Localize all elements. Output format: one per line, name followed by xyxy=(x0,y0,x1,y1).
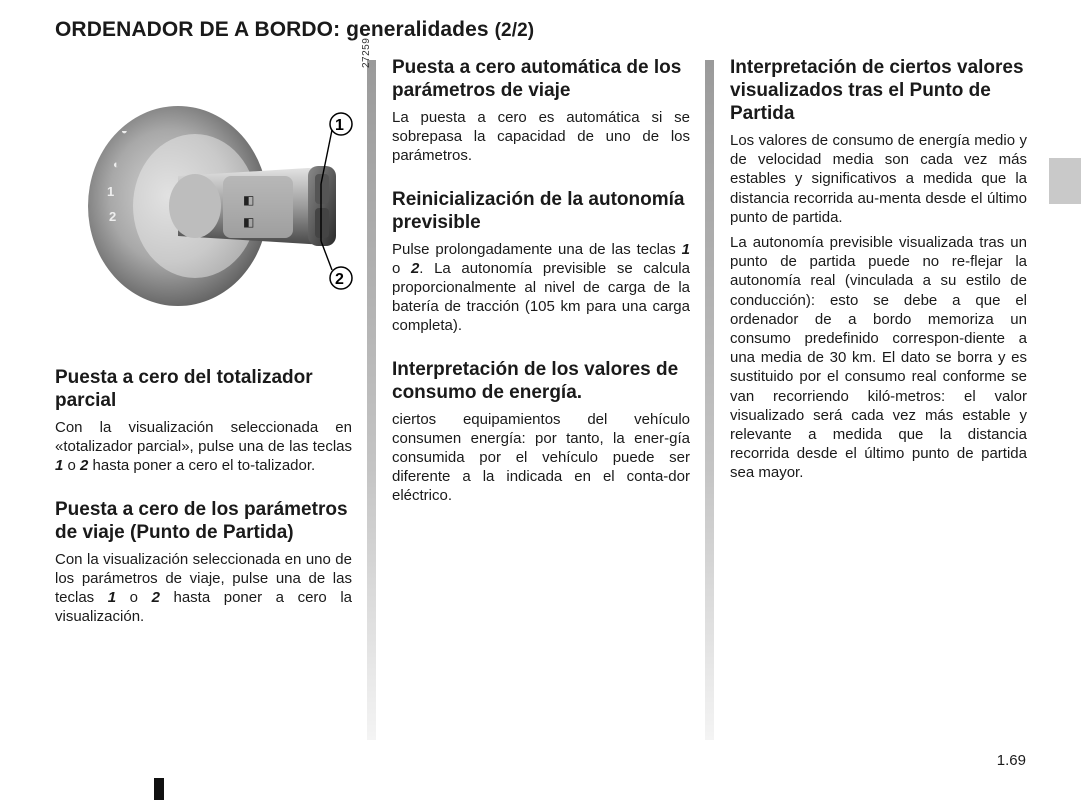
svg-text:◧: ◧ xyxy=(243,193,255,207)
left-column xyxy=(55,37,372,632)
section-title-autonomy: Reinicialización de la autonomía previsible xyxy=(392,188,685,233)
svg-text:◒: ◒ xyxy=(121,125,128,137)
figure-code: 27259 xyxy=(361,37,372,68)
section-title-auto-reset: Puesta a cero automática de los parámetros de viaje xyxy=(392,57,682,101)
svg-text:◧: ◧ xyxy=(243,215,255,229)
section-title-energy-consumption: Interpretación de los valores de consumo de energía. xyxy=(392,358,679,403)
svg-text:2: 2 xyxy=(109,209,117,224)
page-number: 1.69 xyxy=(996,752,1026,769)
svg-text:1: 1 xyxy=(107,184,115,199)
wiper-stalk-figure xyxy=(83,37,380,296)
section-body-autonomy: Pulse prolongadamente una de las teclas 1 o 2. La autonomía previsible se calcula proporcionalmente al nivel de carga de la batería de tracción (105 km para una carga completa). xyxy=(392,240,690,335)
section-title-reset-params: Puesta a cero de los parámetros de viaje (Punto de Partida) xyxy=(55,498,348,543)
page-title-text: ORDENADOR DE A BORDO: generalidades xyxy=(55,18,489,41)
page-title-suffix: (2/2) xyxy=(494,20,535,41)
crop-mark xyxy=(154,778,164,800)
section-title-reset-trip: Puesta a cero del totalizador parcial xyxy=(55,367,313,411)
callout-1-label: 1 xyxy=(335,117,344,134)
section-title-interpretation: Interpretación de ciertos valores visualizados tras el Punto de Partida xyxy=(730,57,1024,124)
paragraph-interpretation-2: La autonomía previsible visualizada tras un punto de partida puede no re-flejar la autonomía real (vinculada a su estilo de conducción): esto se debe a que el ordenador de a bordo memoriza un consumo predefinido correspon-diente a una media de 30 km. El dato se borra y es sustituido por el consumo real conforme se van recorriendo kiló-metros: el valor visualizado será cada vez más estable y relevante a medida que la distancia recorrida desde el último punto de partida sea mayor. xyxy=(730,234,1027,482)
wiper-stalk-illustration xyxy=(83,56,353,306)
section-body-energy-consumption: ciertos equipamientos del vehículo consumen energía: por tanto, la ener-gía consumida por el vehículo puede ser diferente a la indicada en el conta-dor eléctrico. xyxy=(392,410,690,505)
right-column xyxy=(730,56,1027,489)
middle-column xyxy=(392,56,690,512)
section-body-reset-trip: Con la visualización seleccionada en «totalizador parcial», pulse una de las teclas 1 o 2 hasta poner a cero el to-talizador. xyxy=(55,419,352,475)
section-body-reset-params: Con la visualización seleccionada en uno de los parámetros de viaje, pulse una de las teclas 1 o 2 hasta poner a cero la visualización. xyxy=(55,550,352,626)
callout-2-label: 2 xyxy=(335,271,344,288)
column-divider-right xyxy=(705,60,714,740)
section-body-auto-reset: La puesta a cero es automática si se sobrepasa la capacidad de uno de los parámetros. xyxy=(392,109,690,165)
svg-text:◐: ◐ xyxy=(113,159,120,171)
page-title xyxy=(55,18,534,42)
paragraph-interpretation-1: Los valores de consumo de energía medio y de velocidad media son cada vez más estables y significativos a medida que la distancia recorrida au-menta desde el último punto de partida. xyxy=(730,132,1027,226)
section-thumb-tab xyxy=(1049,158,1081,204)
